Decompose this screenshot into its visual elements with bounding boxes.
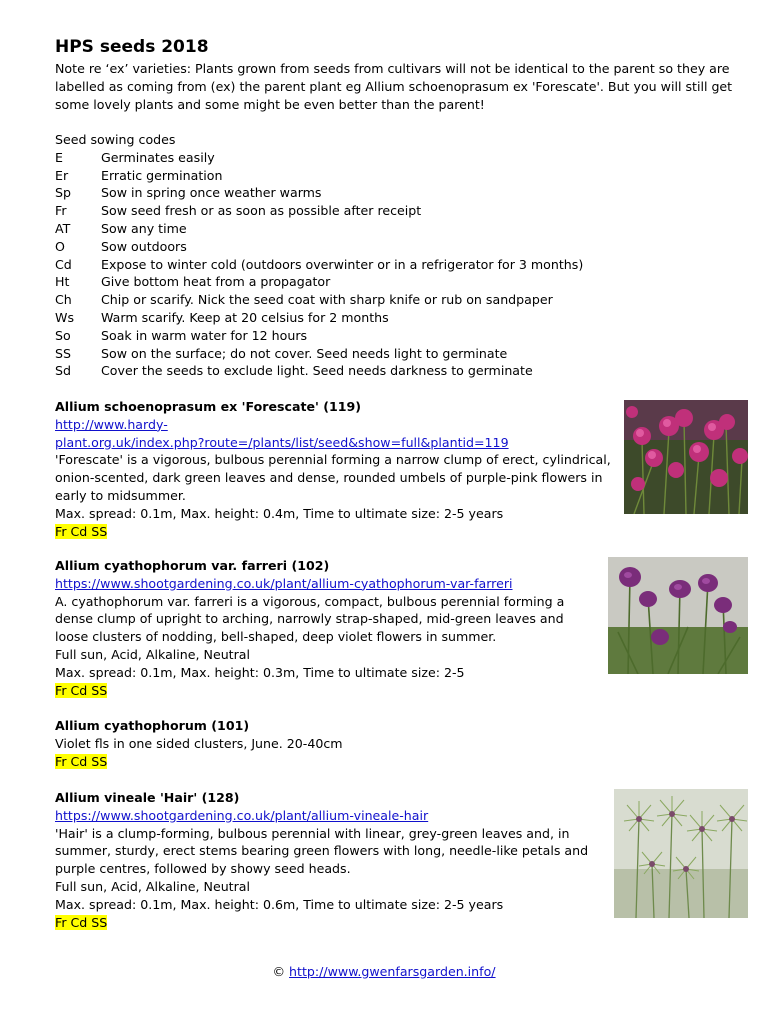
plant-entry	[55, 398, 615, 540]
code-row	[55, 202, 583, 220]
code-desc: Sow on the surface; do not cover. Seed needs light to germinate	[101, 345, 508, 361]
plant-entry	[55, 789, 600, 931]
copyright-symbol: ©	[272, 964, 286, 979]
seed-codes-list	[55, 131, 583, 380]
code-row	[55, 362, 583, 380]
code-desc: Warm scarify. Keep at 20 celsius for 2 months	[101, 309, 389, 325]
code-key: Ht	[55, 274, 70, 290]
code-desc: Expose to winter cold (outdoors overwinter or in a refrigerator for 3 months)	[101, 256, 584, 272]
code-row	[55, 220, 583, 238]
ex-varieties-note: Note re ‘ex’ varieties: Plants grown from seeds from cultivars will not be identical to the parent so they are labelled as coming from (ex) the parent plant eg Allium schoenoprasum ex 'Forescate'. But you will still get some lovely plants and some might be even better than the parent!	[55, 61, 733, 112]
code-desc: Sow in spring once weather warms	[101, 185, 322, 201]
plant-description: A. cyathophorum var. farreri is a vigorous, compact, bulbous perennial forming a dense clump of upright to arching, narrowly strap-shaped, mid-green leaves and loose clusters of nodding, bell-shaped, deep violet flowers in summer.	[55, 593, 565, 645]
sowing-codes: Fr Cd SS	[55, 914, 108, 930]
code-key: Sp	[55, 185, 71, 201]
code-row	[55, 327, 583, 345]
plant-details: Max. spread: 0.1m, Max. height: 0.6m, Time to ultimate size: 2-5 years	[55, 896, 504, 912]
plant-entry	[55, 717, 555, 770]
code-desc: Chip or scarify. Nick the seed coat with sharp knife or rub on sandpaper	[101, 292, 553, 308]
code-desc: Sow seed fresh or as soon as possible after receipt	[101, 203, 422, 219]
code-key: Sd	[55, 363, 71, 379]
code-row	[55, 167, 583, 185]
code-key: AT	[55, 220, 71, 236]
allium-farreri-image	[608, 557, 748, 674]
page-title: HPS seeds 2018	[55, 37, 209, 57]
code-desc: Sow any time	[101, 220, 187, 236]
code-row	[55, 238, 583, 256]
sowing-codes: Fr Cd SS	[55, 682, 108, 698]
code-key: So	[55, 327, 71, 343]
plant-conditions: Full sun, Acid, Alkaline, Neutral	[55, 646, 251, 662]
code-row	[55, 273, 583, 291]
code-key: E	[55, 149, 63, 165]
plant-entry	[55, 557, 600, 699]
code-key: SS	[55, 345, 71, 361]
plant-description: Violet fls in one sided clusters, June. 20-40cm	[55, 735, 343, 751]
plant-link[interactable]: https://www.shootgardening.co.uk/plant/allium-vineale-hair	[55, 807, 429, 823]
footer	[0, 964, 768, 979]
codes-heading: Seed sowing codes	[55, 132, 176, 147]
allium-forescate-photo	[624, 400, 748, 514]
code-desc: Erratic germination	[101, 167, 223, 183]
sowing-codes: Fr Cd SS	[55, 523, 108, 539]
code-key: O	[55, 238, 65, 254]
code-row	[55, 256, 583, 274]
allium-vineale-hair-photo	[614, 789, 748, 918]
code-row	[55, 309, 583, 327]
plant-link[interactable]: http://www.hardy- plant.org.uk/index.php?route=/plants/list/seed&show=full&plantid=119	[55, 416, 509, 450]
footer-link[interactable]: http://www.gwenfarsgarden.info/	[289, 964, 496, 979]
code-row	[55, 345, 583, 363]
code-desc: Germinates easily	[101, 149, 215, 165]
code-key: Fr	[55, 203, 67, 219]
plant-title: Allium cyathophorum var. farreri (102)	[55, 558, 330, 573]
code-key: Ws	[55, 309, 75, 325]
plant-details: Max. spread: 0.1m, Max. height: 0.3m, Time to ultimate size: 2-5	[55, 664, 465, 680]
allium-forescate-image	[624, 400, 748, 514]
plant-link[interactable]: https://www.shootgardening.co.uk/plant/allium-cyathophorum-var-farreri	[55, 575, 513, 591]
plant-description: 'Forescate' is a vigorous, bulbous perennial forming a narrow clump of erect, cylindrical, onion-scented, dark green leaves and dense, rounded umbels of purple-pink flowers in early to midsummer.	[55, 452, 611, 503]
plant-title: Allium schoenoprasum ex 'Forescate' (119)	[55, 399, 362, 414]
code-key: Ch	[55, 292, 72, 308]
plant-title: Allium vineale 'Hair' (128)	[55, 790, 240, 805]
sowing-codes: Fr Cd SS	[55, 753, 108, 769]
code-row	[55, 149, 583, 167]
plant-conditions: Full sun, Acid, Alkaline, Neutral	[55, 878, 251, 894]
code-desc: Soak in warm water for 12 hours	[101, 327, 308, 343]
allium-vineale-hair-image	[614, 789, 748, 918]
plant-details: Max. spread: 0.1m, Max. height: 0.4m, Time to ultimate size: 2-5 years	[55, 505, 504, 521]
code-row	[55, 291, 583, 309]
code-desc: Cover the seeds to exclude light. Seed needs darkness to germinate	[101, 363, 533, 379]
code-key: Er	[55, 167, 69, 183]
plant-title: Allium cyathophorum (101)	[55, 718, 250, 733]
code-desc: Give bottom heat from a propagator	[101, 274, 331, 290]
plant-description: 'Hair' is a clump-forming, bulbous perennial with linear, grey-green leaves and, in summer, sturdy, erect stems bearing green flowers with long, needle-like petals and purple centres, followed by showy seed heads.	[55, 825, 589, 877]
allium-farreri-photo	[608, 557, 748, 674]
code-row	[55, 184, 583, 202]
code-key: Cd	[55, 256, 72, 272]
code-desc: Sow outdoors	[101, 238, 187, 254]
